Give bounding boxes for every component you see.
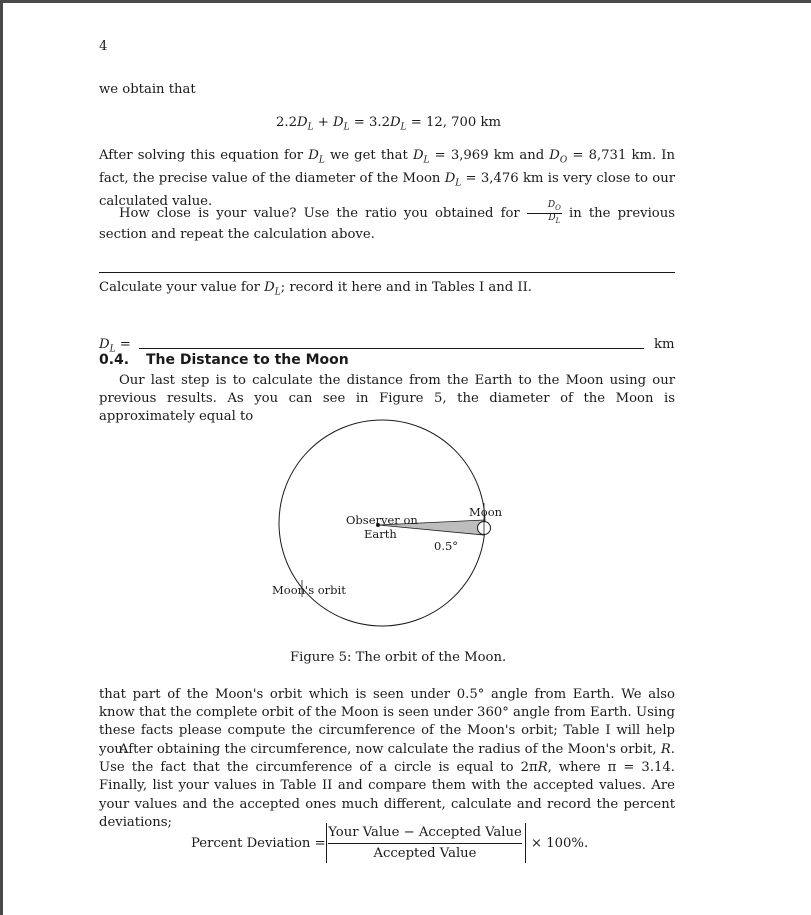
- section-number: 0.4.: [99, 352, 130, 368]
- answer-unit: km: [654, 337, 675, 352]
- page-frame-left: [0, 0, 3, 915]
- paragraph-question: How close is your value? Use the ratio you obtained for $\frac{D_O}{D_L}$ in the previous section and repeat the calculation above.: [99, 200, 675, 242]
- formula-fraction: [328, 824, 522, 863]
- angle-label: 0.5°: [434, 539, 459, 553]
- orbit-label: Moon's orbit: [272, 583, 346, 597]
- formula-suffix: × 100%.: [531, 836, 589, 851]
- page-number: 4: [99, 39, 108, 54]
- paragraph-radius: After obtaining the circumference, now calculate the radius of the Moon's orbit, R. Use the fact that the circumference of a circle is equal to 2πR, where π = 3.14. Finally, list your values in Table II and compare them with the accepted values. Are your values and the accepted ones much different, calculate and record the percent deviations;: [99, 742, 675, 830]
- figure-caption: Figure 5: The orbit of the Moon.: [290, 650, 507, 665]
- formula-numerator: Your Value − Accepted Value: [328, 824, 522, 844]
- observer-label-line2: Earth: [364, 527, 397, 541]
- instruction-text: Calculate your value for $D_L$; record it here and in Tables I and II.: [99, 280, 532, 298]
- formula-label: Percent Deviation =: [191, 836, 326, 851]
- paragraph-solution: After solving this equation for $D_L$ we get that $D_L = 3,969$ km and $D_O = 8,731$ km. In fact, the precise value of the diameter of the Moon $D_L = 3,476$ km is very close to our calculated value.: [99, 148, 676, 209]
- section-heading: [99, 352, 349, 368]
- ratio-fraction: $\frac{D_O}{D_L}$: [527, 201, 562, 226]
- page-frame-top: [0, 0, 811, 3]
- section-divider: [99, 272, 675, 273]
- equation-main: $2.2D_L + D_L = 3.2D_L = 12$, 700 km: [276, 115, 501, 133]
- answer-blank-line[interactable]: [139, 348, 644, 349]
- answer-label: $D_L$ =: [99, 337, 131, 355]
- paragraph-last-step: Our last step is to calculate the distance from the Earth to the Moon using our previous results. As you can see in Figure 5, the diameter of the Moon is approximately equal to: [99, 373, 675, 425]
- figure-moon-orbit: [260, 415, 520, 645]
- formula-denominator: Accepted Value: [373, 846, 477, 862]
- observer-label-line1: Observer on: [346, 513, 418, 527]
- section-title: The Distance to the Moon: [146, 352, 349, 368]
- intro-line: we obtain that: [99, 82, 196, 97]
- moon-label: Moon: [469, 505, 503, 519]
- paragraph-orbit-facts: that part of the Moon's orbit which is seen under 0.5° angle from Earth. We also know that the complete orbit of the Moon is seen under 360° angle from Earth. Using these facts please compute the circumference of the Moon's orbit; Table I will help you.: [99, 687, 675, 757]
